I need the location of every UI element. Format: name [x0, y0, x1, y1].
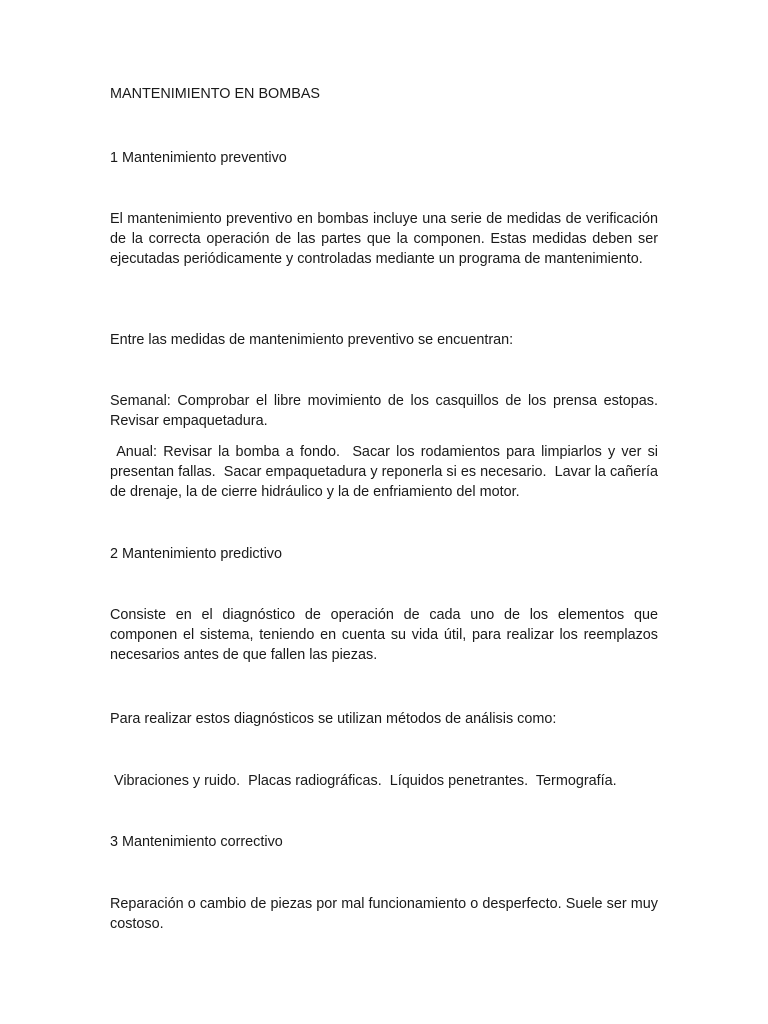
paragraph-preventivo-intro: El mantenimiento preventivo en bombas incluye una serie de medidas de verificación de la correcta operación de las partes que la componen. Estas medidas deben ser ejecutadas periódicamente y controladas mediante un programa de mantenimiento. — [110, 211, 658, 267]
paragraph-correctivo: Reparación o cambio de piezas por mal funcionamiento o desperfecto. Suele ser muy costoso. — [110, 896, 658, 932]
paragraph-predictivo-intro: Consiste en el diagnóstico de operación de cada uno de los elementos que componen el sistema, teniendo en cuenta su vida útil, para realizar los reemplazos necesarios antes de que fallen las piezas. — [110, 607, 658, 663]
paragraph-preventivo-list-intro: Entre las medidas de mantenimiento preventivo se encuentran: — [110, 332, 514, 348]
section-heading-correctivo: 3 Mantenimiento correctivo — [110, 834, 283, 850]
paragraph-anual: Anual: Revisar la bomba a fondo. Sacar los rodamientos para limpiarlos y ver si presentan fallas. Sacar empaquetadura y reponerla si es necesario. Lavar la cañería de drenaje, la de cierre hidráulico y la de enfriamiento del motor. — [110, 444, 663, 500]
paragraph-predictivo-methods: Vibraciones y ruido. Placas radiográficas. Líquidos penetrantes. Termografía. — [110, 773, 617, 789]
document-title: MANTENIMIENTO EN BOMBAS — [110, 86, 321, 102]
section-heading-predictivo: 2 Mantenimiento predictivo — [110, 546, 282, 562]
paragraph-semanal: Semanal: Comprobar el libre movimiento de los casquillos de los prensa estopas. Revisar empaquetadura. — [110, 393, 658, 429]
paragraph-predictivo-methods-intro: Para realizar estos diagnósticos se utilizan métodos de análisis como: — [110, 711, 557, 727]
section-heading-preventivo: 1 Mantenimiento preventivo — [110, 150, 287, 166]
